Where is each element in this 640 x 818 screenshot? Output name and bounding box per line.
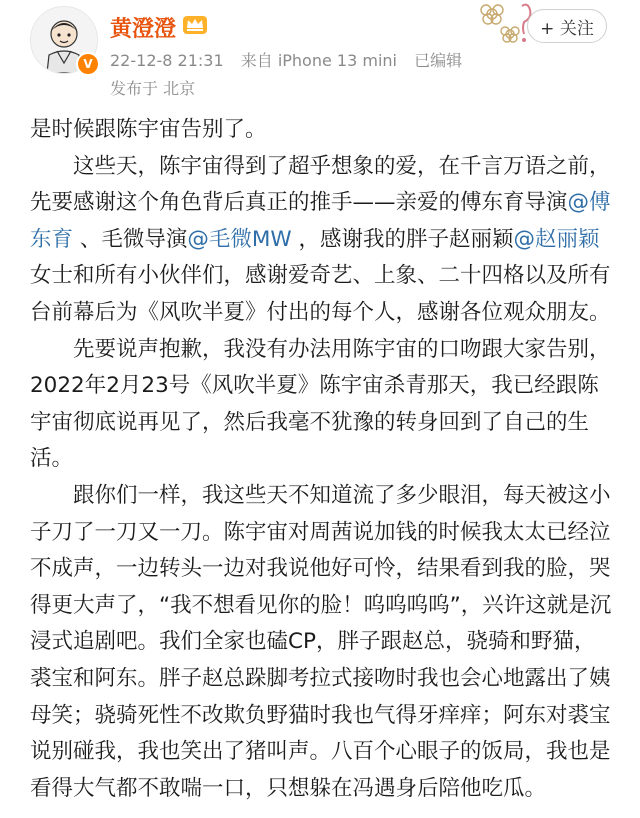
post-paragraph-thanks xyxy=(30,149,614,332)
post-paragraph-intro: 是时候跟陈宇宙告别了。 xyxy=(30,117,267,142)
text-segment: ，感谢我的胖子赵丽颖 xyxy=(291,226,514,252)
post-body xyxy=(30,112,614,807)
post-paragraph-feelings: 跟你们一样，我这些天不知道流了多少眼泪，每天被这小子刀了一刀又一刀。陈宇宙对周茜说加钱的时候我太太已经泣不成声，一边转头一边对我说他好可怜，结果看到我的脸，哭得更大声了，“我不想看见你的脸！呜呜呜呜”，兴许这就是沉浸式追剧吧。我们全家也磕CP，胖子跟赵总，骁骑和野猫，裘宝和阿东。胖子赵总跺脚考拉式接吻时我也会心地露出了姨母笑；骁骑死性不改欺负野猫时我也气得牙痒痒；阿东对裘宝说别碰我，我也笑出了猪叫声。八百个心眼子的饭局，我也是看得大气都不敢喘一口，只想躲在冯遇身后陪他吃瓜。 xyxy=(30,482,612,801)
edited-label[interactable]: 已编辑 xyxy=(414,51,463,70)
post-meta xyxy=(110,48,474,71)
mention-zhao-liying[interactable]: @赵丽颖 xyxy=(513,226,600,252)
post-location: 发布于 北京 xyxy=(110,79,196,98)
mention-fu-dongyu[interactable]: @傅东育 xyxy=(30,190,611,252)
member-crown-icon[interactable] xyxy=(182,13,208,35)
verified-badge-icon: V xyxy=(76,52,100,76)
text-segment: 、毛微导演 xyxy=(73,226,188,252)
post-paragraph-apology: 先要说声抱歉，我没有办法用陈宇宙的口吻跟大家告别，2022年2月23号《风吹半夏》陈宇宙杀青那天，我已经跟陈宇宙彻底说再见了，然后我毫不犹豫的转身回到了自己的生活。 xyxy=(30,336,611,472)
mention-mao-wei[interactable]: @毛微MW xyxy=(187,226,292,252)
text-segment: 女士和所有小伙伴们，感谢爱奇艺、上象、二十四格以及所有台前幕后为《风吹半夏》付出的每个人，感谢各位观众朋友。 xyxy=(30,263,611,325)
follow-button[interactable]: + 关注 xyxy=(527,9,607,43)
post-date: 22-12-8 21:31 xyxy=(110,51,224,70)
text-segment: 这些天，陈宇宙得到了超乎想象的爱，在千言万语之前，先要感谢这个角色背后真正的推手——亲爱的傅东育导演 xyxy=(30,153,611,216)
post-header xyxy=(0,0,640,110)
username[interactable]: 黄澄澄 xyxy=(110,17,177,42)
post-source: 来自 iPhone 13 mini xyxy=(240,51,397,70)
